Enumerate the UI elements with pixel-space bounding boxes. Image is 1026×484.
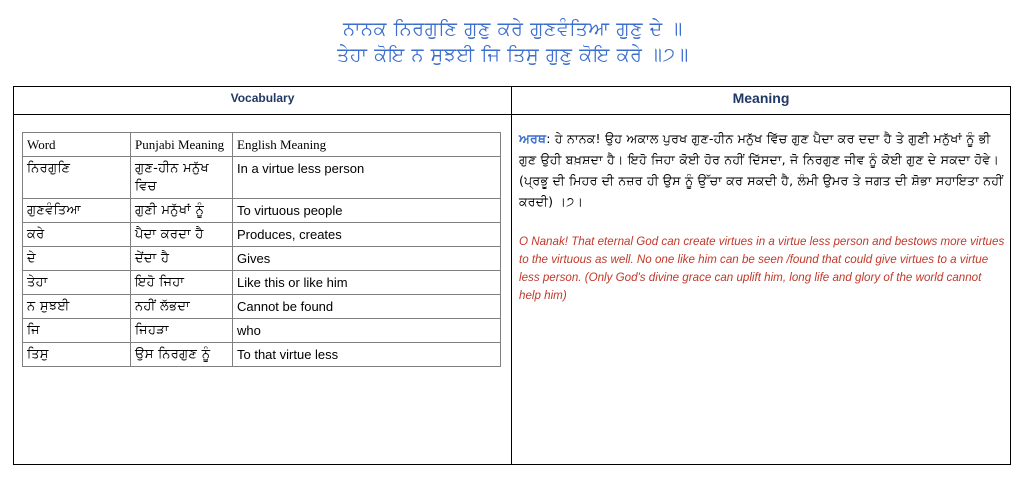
- column-header-english-meaning: English Meaning: [233, 133, 501, 157]
- vocabulary-table-header-row: [23, 133, 501, 157]
- punjabi-meaning-cell: ਇਹੋ ਜਿਹਾ: [131, 271, 233, 295]
- word-cell: ਕਰੇ: [23, 223, 131, 247]
- word-cell: ਨਿਰਗੁਣਿ: [23, 157, 131, 199]
- english-meaning-cell: Like this or like him: [233, 271, 501, 295]
- english-meaning-text: O Nanak! That eternal God can create virtues in a virtue less person and bestows more virtues to the virtuous as well. No one like him can be seen /found that could give virtues to a virtue less person. (Only God's divine grace can uplift him, long life and glory of the world cannot help him): [519, 235, 1005, 302]
- verse-line-2: ਤੇਹਾ ਕੋਇ ਨ ਸੁਝਈ ਜਿ ਤਿਸੁ ਗੁਣੁ ਕੋਇ ਕਰੇ ॥੭॥: [337, 44, 689, 66]
- english-meaning-cell: who: [233, 319, 501, 343]
- column-header-word: Word: [23, 133, 131, 157]
- column-divider: [511, 87, 512, 464]
- punjabi-meaning-cell: ਪੈਦਾ ਕਰਦਾ ਹੈ: [131, 223, 233, 247]
- header-divider: [14, 114, 1010, 115]
- english-meaning-cell: In a virtue less person: [233, 157, 501, 199]
- meaning-label: ਅਰਥ: [519, 131, 547, 146]
- punjabi-meaning-text: [519, 128, 1003, 212]
- table-row: [23, 271, 501, 295]
- punjabi-meaning-cell: ਨਹੀਂ ਲੱਭਦਾ: [131, 295, 233, 319]
- punjabi-meaning-cell: ਗੁਣੀ ਮਨੁੱਖਾਂ ਨੂੰ: [131, 199, 233, 223]
- english-meaning-cell: To virtuous people: [233, 199, 501, 223]
- word-cell: ਤੇਹਾ: [23, 271, 131, 295]
- english-meaning-cell: Produces, creates: [233, 223, 501, 247]
- punjabi-meaning-cell: ਉਸ ਨਿਰਗੁਣ ਨੂੰ: [131, 343, 233, 367]
- punjabi-meaning-body: : ਹੇ ਨਾਨਕ! ਉਹ ਅਕਾਲ ਪੁਰਖ ਗੁਣ-ਹੀਨ ਮਨੁੱਖ ਵਿੱਚ ਗੁਣ ਪੈਦਾ ਕਰ ਦਦਾ ਹੈ ਤੇ ਗੁਣੀ ਮਨੁੱਖਾਂ ਨੂੰ ਭੀ ਗੁਣ ਉਹੀ ਬਖ਼ਸ਼ਦਾ ਹੈ। ਇਹੋ ਜਿਹਾ ਕੋਈ ਹੋਰ ਨਹੀਂ ਦਿੱਸਦਾ, ਜੋ ਨਿਰਗੁਣ ਜੀਵ ਨੂੰ ਕੋਈ ਗੁਣ ਦੇ ਸਕਦਾ ਹੋਵੇ। (ਪ੍ਰਭੂ ਦੀ ਮਿਹਰ ਦੀ ਨਜ਼ਰ ਹੀ ਉਸ ਨੂੰ ਉੱਚਾ ਕਰ ਸਕਦੀ ਹੈ, ਲੰਮੀ ਉਮਰ ਤੇ ਜਗਤ ਦੀ ਸ਼ੋਭਾ ਸਹਾਇਤਾ ਨਹੀਂ ਕਰਦੀ) ।੭।: [519, 131, 1003, 209]
- table-row: [23, 319, 501, 343]
- english-meaning-cell: Gives: [233, 247, 501, 271]
- vocabulary-header: Vocabulary: [230, 91, 295, 105]
- table-row: [23, 157, 501, 199]
- vocabulary-table: [22, 132, 501, 367]
- column-header-punjabi-meaning: Punjabi Meaning: [131, 133, 233, 157]
- table-row: [23, 199, 501, 223]
- punjabi-meaning-cell: ਦੇਂਦਾ ਹੈ: [131, 247, 233, 271]
- english-meaning-cell: Cannot be found: [233, 295, 501, 319]
- word-cell: ਜਿ: [23, 319, 131, 343]
- english-meaning-cell: To that virtue less: [233, 343, 501, 367]
- punjabi-meaning-cell: ਜਿਹੜਾ: [131, 319, 233, 343]
- word-cell: ਤਿਸੁ: [23, 343, 131, 367]
- word-cell: ਗੁਣਵੰਤਿਆ: [23, 199, 131, 223]
- meaning-header: Meaning: [732, 90, 790, 106]
- table-row: [23, 295, 501, 319]
- punjabi-meaning-cell: ਗੁਣ-ਹੀਨ ਮਨੁੱਖ ਵਿਚ: [131, 157, 233, 199]
- verse-line-1: ਨਾਨਕ ਨਿਰਗੁਣਿ ਗੁਣੁ ਕਰੇ ਗੁਣਵੰਤਿਆ ਗੁਣੁ ਦੇ ॥: [343, 18, 683, 40]
- table-row: [23, 223, 501, 247]
- table-row: [23, 247, 501, 271]
- word-cell: ਨ ਸੁਝਈ: [23, 295, 131, 319]
- table-row: [23, 343, 501, 367]
- word-cell: ਦੇ: [23, 247, 131, 271]
